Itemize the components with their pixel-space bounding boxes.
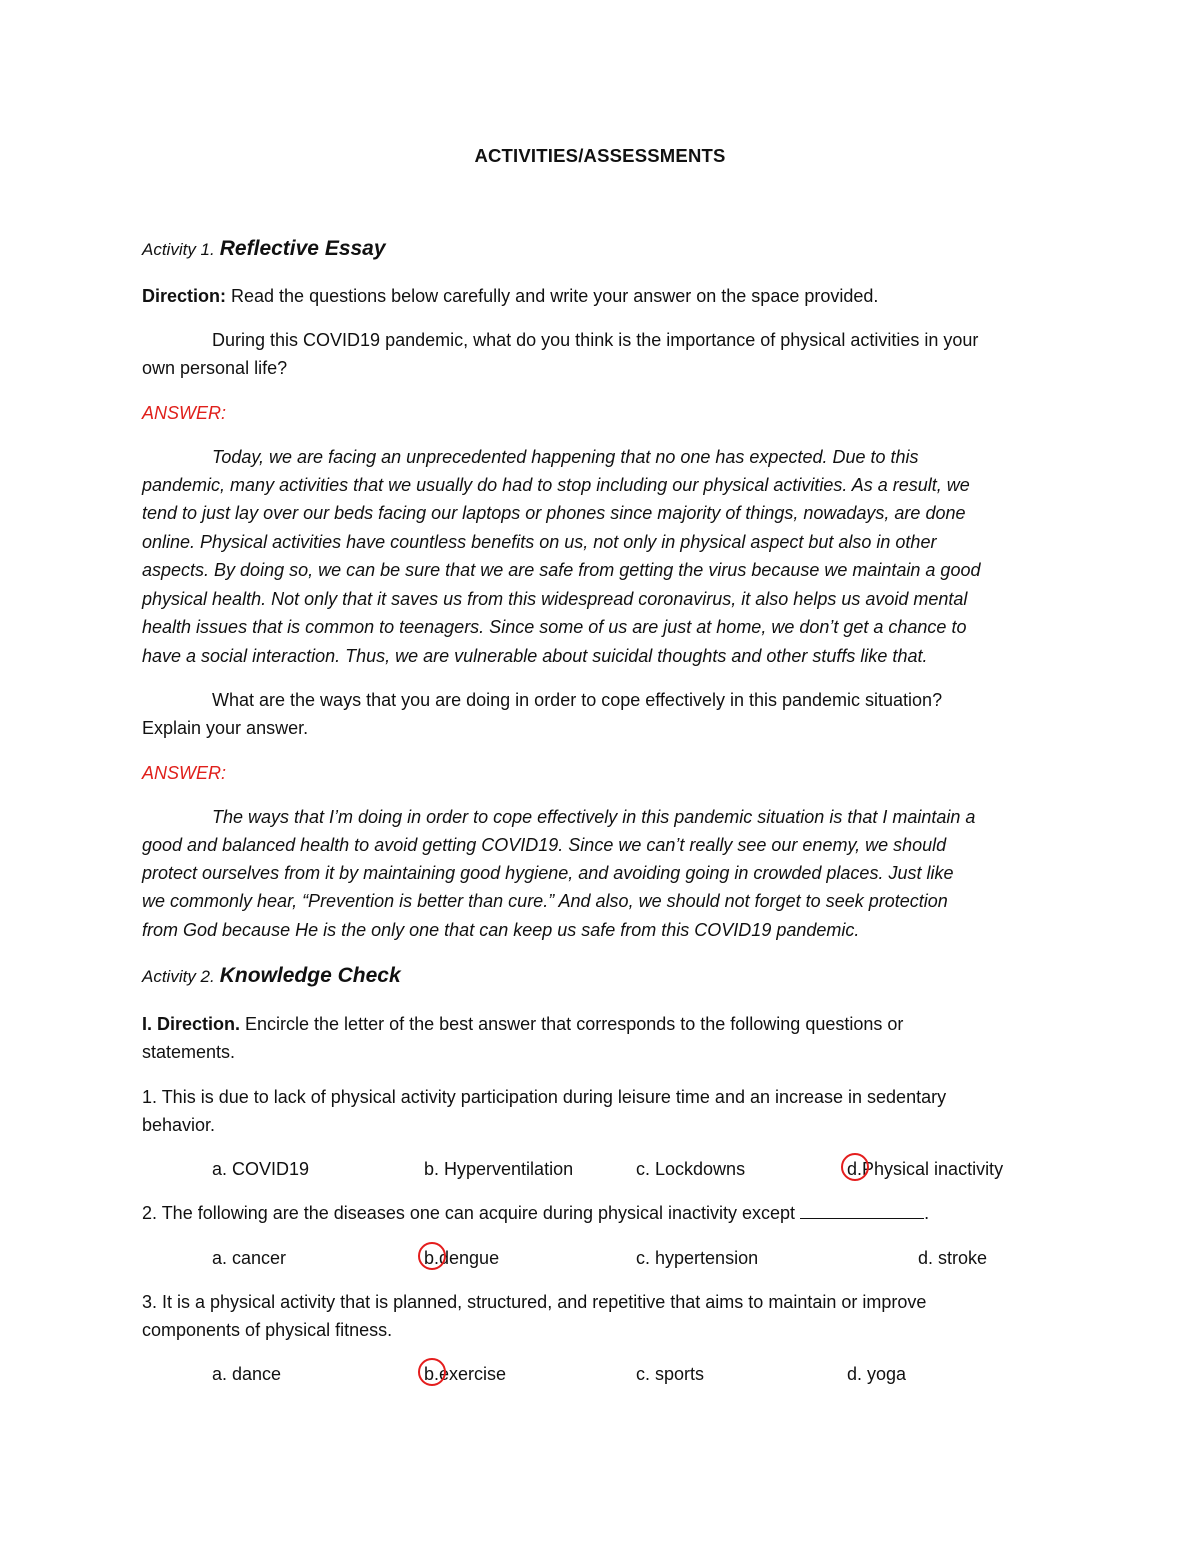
mc-question-3: [142, 1291, 926, 1313]
choice-option[interactable]: [212, 1247, 286, 1269]
choice-option[interactable]: [636, 1247, 758, 1269]
choice-text: hypertension: [650, 1248, 759, 1268]
mc-question-1-line-2: behavior.: [142, 1115, 216, 1135]
mc-question-3-line-2: components of physical fitness.: [142, 1320, 393, 1340]
choice-letter: d.: [918, 1248, 934, 1268]
choice-text: dance: [227, 1364, 282, 1384]
choice-letter: [424, 1247, 439, 1269]
question-number: 3.: [142, 1292, 158, 1312]
choice-letter-text: b.: [424, 1248, 440, 1268]
answer-circle-mark: [418, 1242, 446, 1270]
fill-in-blank: [800, 1202, 924, 1219]
choice-letter: a.: [212, 1364, 228, 1384]
choice-text: exercise: [439, 1364, 507, 1384]
choice-option[interactable]: [424, 1158, 573, 1180]
choice-text: Lockdowns: [650, 1159, 746, 1179]
direction-label: I. Direction.: [142, 1014, 241, 1034]
answer-2-line: protect ourselves from it by maintaining good hygiene, and avoiding going in crowded places. Just like: [142, 863, 954, 883]
choice-letter-text: d.: [847, 1159, 863, 1179]
question-text-end: .: [924, 1203, 930, 1223]
choice-letter: a.: [212, 1248, 228, 1268]
question-text: The following are the diseases one can acquire during physical inactivity except: [157, 1203, 801, 1223]
mc-question-1: [142, 1086, 946, 1108]
choice-letter-text: b.: [424, 1364, 440, 1384]
answer-2-line: from God because He is the only one that can keep us safe from this COVID19 pandemic.: [142, 920, 860, 940]
choice-letter: a.: [212, 1159, 228, 1179]
answer-1-line: tend to just lay over our beds facing our laptops or phones since majority of things, nowadays, are done: [142, 503, 966, 523]
choice-text: sports: [650, 1364, 705, 1384]
answer-2-line: good and balanced health to avoid getting COVID19. Since we can’t really see our enemy, we should: [142, 835, 947, 855]
choice-option[interactable]: [636, 1363, 704, 1385]
activity-2-direction-line-2: statements.: [142, 1042, 236, 1062]
answer-1-line: have a social interaction. Thus, we are vulnerable about suicidal thoughts and other stuffs like that.: [142, 646, 928, 666]
choice-text: dengue: [439, 1248, 500, 1268]
question-number: 1.: [142, 1087, 158, 1107]
answer-2-line: The ways that I’m doing in order to cope effectively in this pandemic situation is that I maintain a: [212, 807, 976, 827]
choice-option-selected[interactable]: [424, 1247, 499, 1269]
choice-letter: d.: [847, 1364, 863, 1384]
question-2-line-1: What are the ways that you are doing in order to cope effectively in this pandemic situation?: [212, 690, 943, 710]
choice-letter: [847, 1158, 862, 1180]
question-1-line-2: own personal life?: [142, 358, 288, 378]
direction-label: Direction:: [142, 286, 227, 306]
direction-text: Read the questions below carefully and write your answer on the space provided.: [226, 286, 879, 306]
choice-letter: b.: [424, 1159, 440, 1179]
activity-2-title: Knowledge Check: [219, 964, 401, 987]
answer-1-line: aspects. By doing so, we can be sure that we are safe from getting the virus because we maintain a good: [142, 560, 981, 580]
answer-1-line: health issues that is common to teenagers. Since some of us are just at home, we don’t get a chance to: [142, 617, 967, 637]
choice-letter: c.: [636, 1248, 651, 1268]
choice-option[interactable]: [918, 1247, 987, 1269]
choice-option[interactable]: [847, 1363, 906, 1385]
choice-text: yoga: [862, 1364, 907, 1384]
activity-1-prefix: Activity 1.: [142, 240, 215, 259]
answer-circle-mark: [841, 1153, 869, 1181]
activity-1-heading: [142, 238, 386, 261]
activity-2-heading: [142, 965, 401, 988]
answer-2-label: ANSWER:: [142, 763, 227, 783]
choice-option[interactable]: [212, 1158, 309, 1180]
answer-1-line: online. Physical activities have countless benefits on us, not only in physical aspect but also in other: [142, 532, 937, 552]
question-text: This is due to lack of physical activity participation during leisure time and an increase in sedentary: [157, 1087, 947, 1107]
choice-letter: c.: [636, 1364, 651, 1384]
direction-text: Encircle the letter of the best answer that corresponds to the following questions or: [240, 1014, 904, 1034]
question-2-line-2: Explain your answer.: [142, 718, 309, 738]
answer-1-line: pandemic, many activities that we usually do had to stop including our physical activities. As a result, we: [142, 475, 970, 495]
answer-1-line: physical health. Not only that it saves us from this widespread coronavirus, it also helps us avoid mental: [142, 589, 968, 609]
answer-1-line: Today, we are facing an unprecedented happening that no one has expected. Due to this: [212, 447, 919, 467]
activity-2-prefix: Activity 2.: [142, 967, 215, 986]
choice-option-selected[interactable]: [847, 1158, 1003, 1180]
answer-2-line: we commonly hear, “Prevention is better than cure.” And also, we should not forget to seek protection: [142, 891, 948, 911]
choice-option[interactable]: [212, 1363, 281, 1385]
answer-1-label: ANSWER:: [142, 403, 227, 423]
page-title: ACTIVITIES/ASSESSMENTS: [474, 145, 726, 166]
choice-letter: [424, 1363, 439, 1385]
activity-2-direction: [142, 1013, 903, 1035]
answer-circle-mark: [418, 1358, 446, 1386]
choice-text: Hyperventilation: [439, 1159, 574, 1179]
mc-question-2: [142, 1202, 929, 1224]
choice-text: COVID19: [227, 1159, 310, 1179]
choice-text: Physical inactivity: [862, 1159, 1004, 1179]
question-number: 2.: [142, 1203, 158, 1223]
activity-1-title: Reflective Essay: [219, 237, 386, 260]
choice-letter: c.: [636, 1159, 651, 1179]
choice-text: stroke: [933, 1248, 988, 1268]
choice-text: cancer: [227, 1248, 287, 1268]
question-1-line-1: During this COVID19 pandemic, what do you think is the importance of physical activities in your: [212, 330, 979, 350]
choice-option-selected[interactable]: [424, 1363, 506, 1385]
question-text: It is a physical activity that is planned, structured, and repetitive that aims to maintain or improve: [157, 1292, 927, 1312]
choice-option[interactable]: [636, 1158, 745, 1180]
activity-1-direction: [142, 285, 878, 307]
